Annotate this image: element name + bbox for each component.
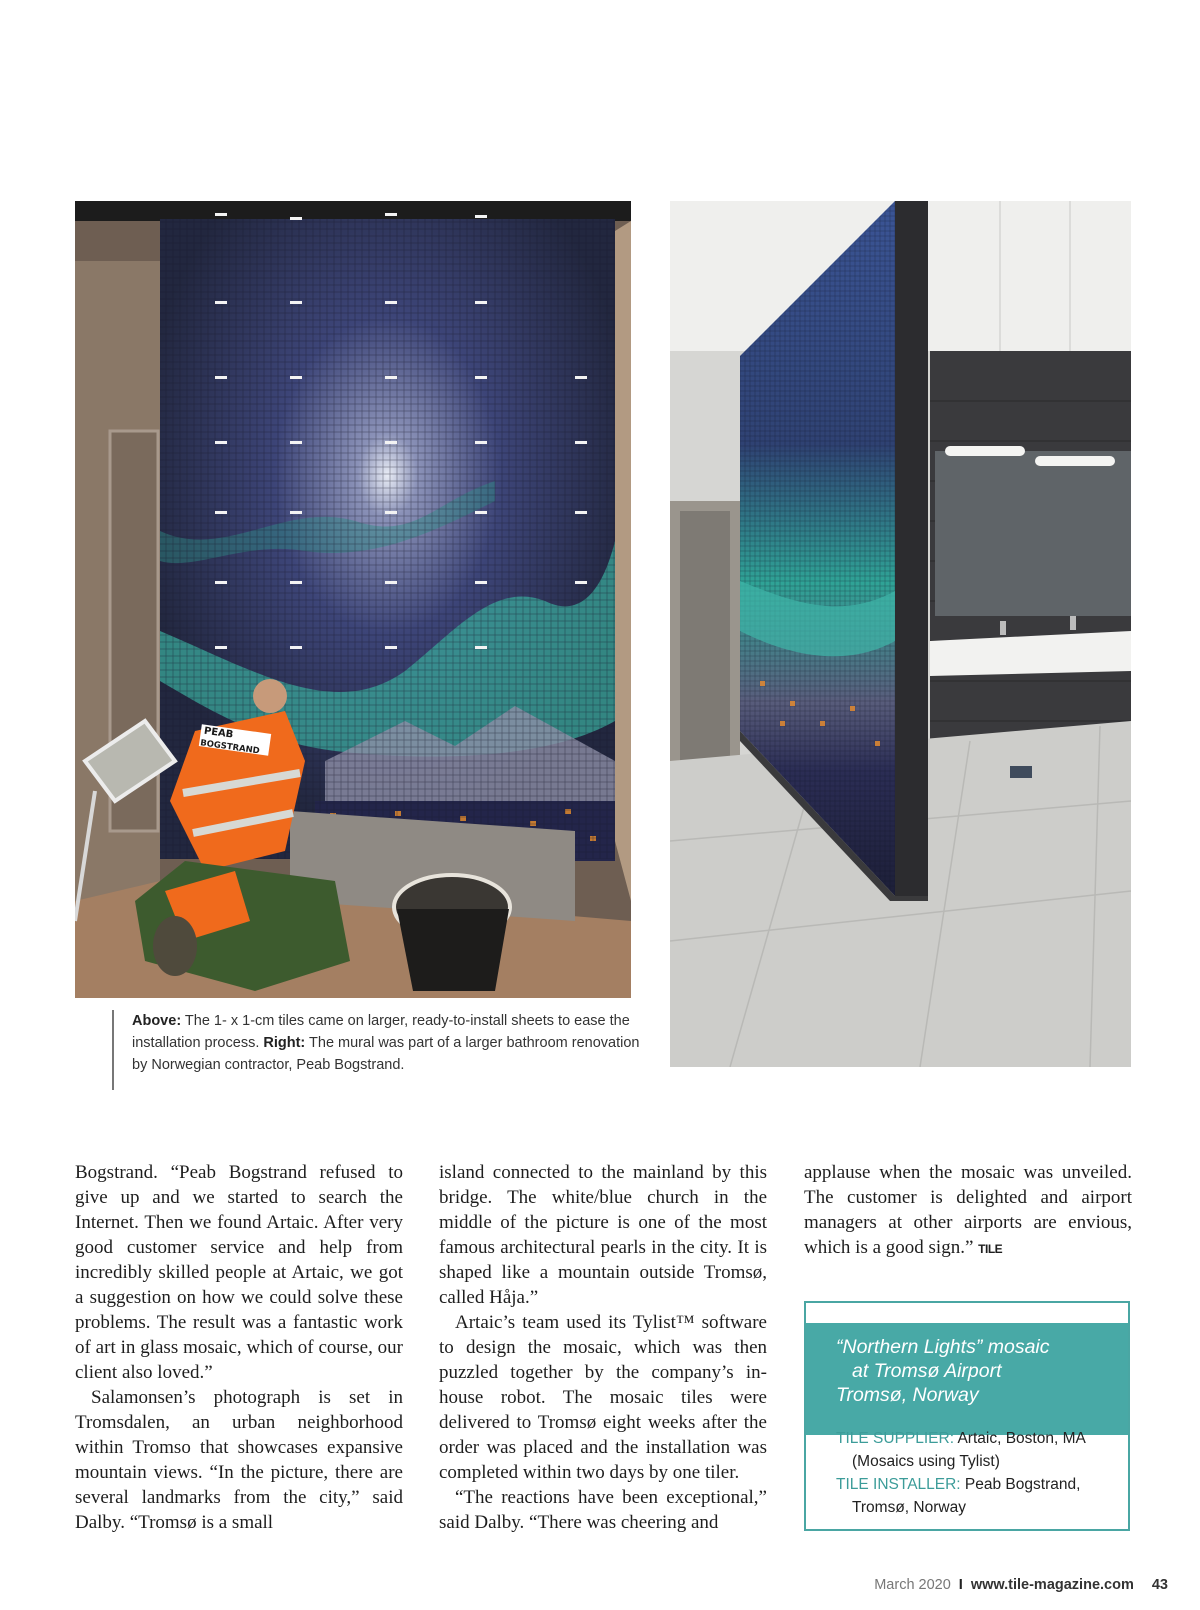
installation-photo	[75, 201, 631, 998]
sidebar-details	[836, 1427, 1126, 1519]
article-paragraph: “The reactions have been exceptional,” said Dalby. “There was cheering and	[439, 1487, 767, 1533]
article-paragraph: Salamonsen’s photograph is set in Tromsdalen, an urban neighborhood within Tromso that showcases expansive mountain views. “In the picture, there are several landmarks from the city,” said Dalby. “Tromsø is a small	[75, 1387, 403, 1533]
caption-above-label: Above:	[132, 1013, 182, 1029]
issue-date: March 2020	[874, 1577, 951, 1593]
tile-supplier-line	[836, 1427, 1126, 1450]
tile-supplier-note: (Mosaics using Tylist)	[852, 1453, 1000, 1470]
end-mark: TILE	[978, 1242, 1003, 1256]
article-paragraph: Artaic’s team used its Tylist™ software to design the mosaic, which was then puzzled together by the company’s in-house robot. The mosaic tiles were delivered to Tromsø eight weeks after the order was placed and the installation was completed within two days by one tiler.	[439, 1312, 767, 1483]
installation-photo-illustration	[75, 201, 631, 998]
photo-caption	[112, 1010, 652, 1090]
bathroom-photo	[670, 201, 1131, 1067]
website-url: www.tile-magazine.com	[970, 1577, 1134, 1593]
bathroom-photo-illustration	[670, 201, 1131, 1067]
article-column-1	[75, 1160, 403, 1535]
tile-supplier-value: Artaic, Boston, MA	[954, 1430, 1086, 1447]
sidebar-title-line: Tromsø, Norway	[836, 1384, 979, 1406]
sidebar-top-strip	[806, 1303, 1128, 1323]
sidebar-title-line: “Northern Lights” mosaic	[836, 1336, 1050, 1358]
tile-supplier-label: TILE SUPPLIER:	[836, 1430, 955, 1447]
caption-above-text: The 1- x 1-cm tiles came on larger, ready-to-install sheets to ease the installation process.	[132, 1013, 630, 1051]
tile-installer-label: TILE INSTALLER:	[836, 1476, 961, 1493]
article-closing-text: applause when the mosaic was unveiled. The customer is delighted and airport managers at other airports are envious, which is a good sign.”	[804, 1162, 1132, 1258]
sidebar-title	[836, 1335, 1116, 1407]
tile-installer-line	[836, 1473, 1126, 1496]
article-column-2	[439, 1160, 767, 1535]
article-column-3	[804, 1160, 1132, 1262]
project-info-box	[804, 1301, 1130, 1531]
sidebar-title-line: at Tromsø Airport	[852, 1360, 1002, 1382]
page-footer	[874, 1577, 1168, 1593]
caption-right-label: Right:	[263, 1035, 306, 1051]
article-paragraph: Bogstrand. “Peab Bogstrand refused to give up and we started to search the Internet. Then we found Artaic. After very good customer service and help from incredibly skilled people at Artaic, we got a suggestion on how we could solve these problems. The result was a fantastic work of art in glass mosaic, which of course, our client also loved.”	[75, 1162, 403, 1383]
article-paragraph	[804, 1160, 1132, 1262]
caption-right-text: The mural was part of a larger bathroom renovation by Norwegian contractor, Peab Bogstrand.	[132, 1035, 640, 1073]
tile-installer-city: Tromsø, Norway	[852, 1499, 966, 1516]
vest-peab-text: PEAB	[203, 725, 234, 741]
tile-installer-value: Peab Bogstrand,	[960, 1476, 1081, 1493]
article-paragraph: island connected to the mainland by this bridge. The white/blue church in the middle of the picture is one of the most famous architectural pearls in the city. It is shaped like a mountain outside Tromsø, called Håja.”	[439, 1162, 767, 1308]
footer-separator: I	[958, 1577, 963, 1593]
vest-bogstrand-text: BOGSTRAND	[199, 738, 261, 757]
page-number: 43	[1151, 1577, 1168, 1593]
